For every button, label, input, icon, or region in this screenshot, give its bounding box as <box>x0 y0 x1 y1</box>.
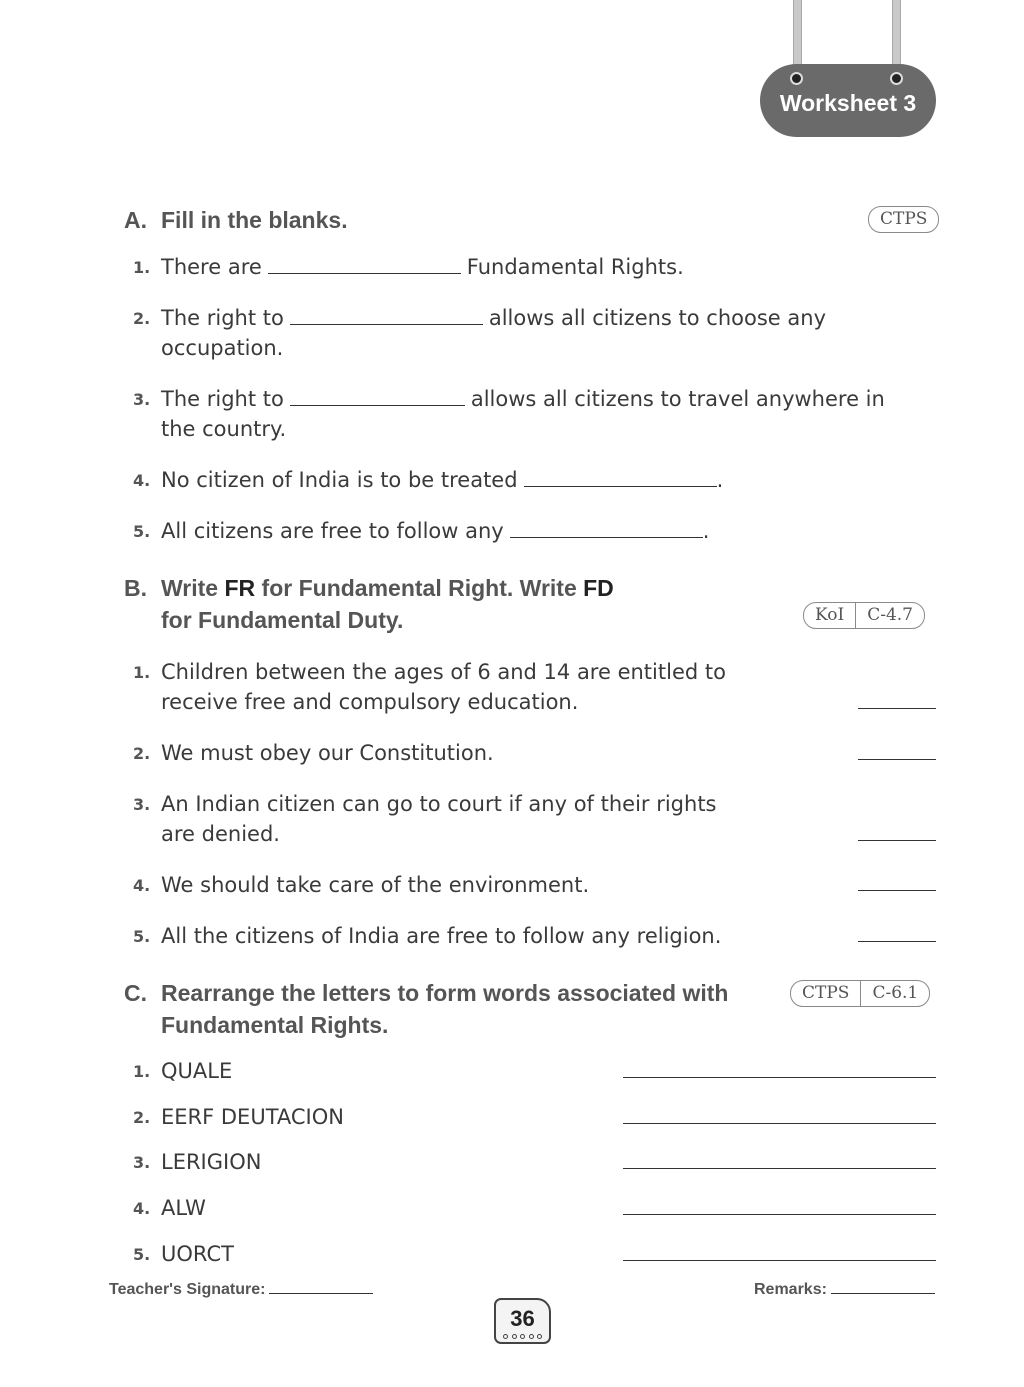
answer-line[interactable] <box>858 759 936 760</box>
answer-line[interactable] <box>623 1214 936 1215</box>
section-a-badge <box>868 206 939 233</box>
answer-line[interactable] <box>858 840 936 841</box>
badge-ctps: CTPS <box>802 983 850 1003</box>
answer-blank[interactable] <box>510 537 703 538</box>
tag-hole-icon <box>790 72 803 85</box>
answer-line[interactable] <box>858 708 936 709</box>
answer-blank[interactable] <box>524 486 717 487</box>
answer-line[interactable] <box>858 941 936 942</box>
section-title: Fill in the blanks. <box>161 207 348 233</box>
section-c-badge <box>790 980 930 1007</box>
badge-code: C-6.1 <box>860 981 929 1006</box>
section-letter: A. <box>124 207 147 233</box>
badge-code: C-4.7 <box>855 603 924 628</box>
page-number: 36 <box>494 1298 551 1344</box>
remarks-line[interactable] <box>831 1293 935 1294</box>
section-b-heading: B. Write FR for Fundamental Right. Write FD for Fundamental Duty. <box>124 575 614 633</box>
page-badge-dots-icon <box>503 1334 542 1340</box>
answer-line[interactable] <box>623 1260 936 1261</box>
section-c-heading: C. Rearrange the letters to form words associated with Fundamental Rights. <box>124 980 729 1038</box>
answer-line[interactable] <box>623 1077 936 1078</box>
teacher-signature: Teacher's Signature: <box>109 1281 373 1299</box>
answer-blank[interactable] <box>290 324 483 325</box>
answer-blank[interactable] <box>290 405 465 406</box>
badge-koi: KoI <box>815 605 845 625</box>
answer-line[interactable] <box>623 1168 936 1169</box>
answer-line[interactable] <box>858 890 936 891</box>
section-a-heading <box>124 204 348 236</box>
tag-hole-icon <box>890 72 903 85</box>
worksheet-label: Worksheet 3 <box>779 90 917 116</box>
badge-ctps: CTPS <box>880 209 928 229</box>
signature-line[interactable] <box>269 1293 373 1294</box>
remarks: Remarks: <box>754 1281 935 1299</box>
answer-line[interactable] <box>623 1123 936 1124</box>
answer-blank[interactable] <box>268 273 461 274</box>
section-b-badge <box>803 602 925 629</box>
worksheet-tag <box>760 64 936 137</box>
